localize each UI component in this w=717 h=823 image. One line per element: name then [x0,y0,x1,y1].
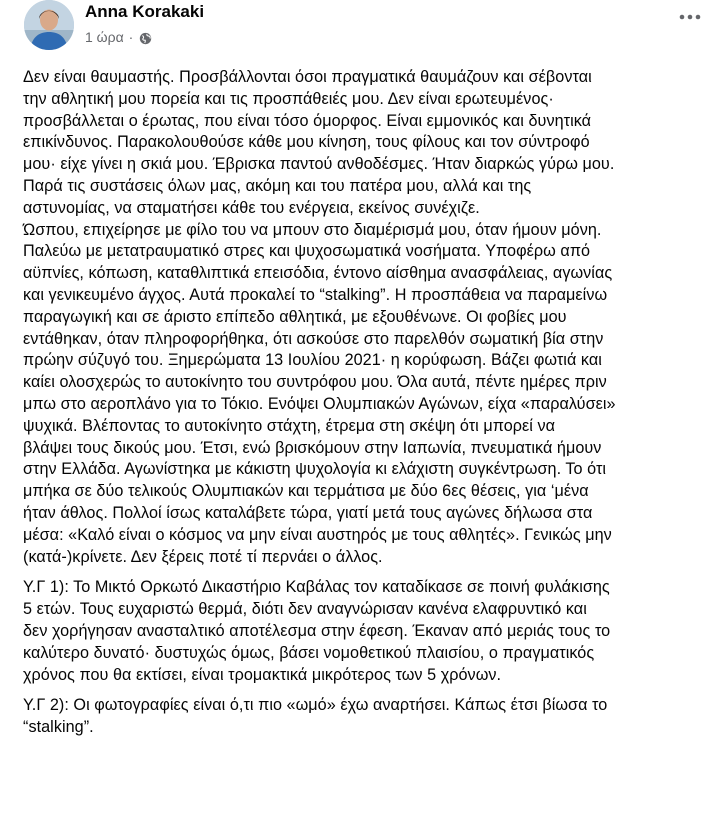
paragraph-gap [23,568,717,577]
text-line: στην Ελλάδα. Αγωνίστηκα με κάκιστη ψυχολογία κι ελάχιστη συγκέντρωση. Το ότι [23,460,607,479]
paragraph-gap [23,686,717,695]
text-line: αϋπνίες, κόπωση, καταθλιπτικά επεισόδια, έντονο αίσθημα ανασφάλειας, αγωνίας [23,264,613,283]
text-line: Ώσπου, επιχείρησε με φίλο του να μπουν στο διαμέρισμά μου, όταν ήμουν μόνη. [23,220,602,239]
text-line: βλάψει τους δικούς μου. Έτσι, ενώ βρισκόμουν στην Ιαπωνία, πνευματικά ήμουν [23,438,602,457]
post-paragraph [23,67,717,568]
post-timestamp[interactable]: 1 ώρα [85,29,124,45]
text-line: επικίνδυνος. Παρακολουθούσε κάθε μου κίνηση, τους φίλους και τον σύντροφό [23,133,590,152]
text-line: 5 ετών. Τους ευχαριστώ θερμά, διότι δεν αναγνώρισαν κανένα ελαφρυντικό και [23,600,587,619]
text-line: εντάθηκαν, όταν πληροφορήθηκα, ότι ασκούσε στο παρελθόν σωματική βία στην [23,329,604,348]
text-line: πρώην σύζυγό του. Ξημερώματα 13 Ιουλίου 2021· η κορύφωση. Βάζει φωτιά και [23,351,602,370]
post-paragraph [23,577,717,686]
post-body [23,67,717,739]
text-line: και γενικευμένο άγχος. Αυτά προκαλεί το “stalking”. Η προσπάθεια να παραμείνω [23,285,608,304]
text-line: μπήκα σε δύο τελικούς Ολυμπιακών και τερμάτισα με δύο 6ες θέσεις, για ‘μένα [23,482,589,501]
avatar[interactable] [24,0,74,50]
text-line: ψυχικά. Βλέποντας το αυτοκίνητο στάχτη, έτρεμα στη σκέψη ότι μπορεί να [23,416,556,435]
text-line: δεν χορήγησαν ανασταλτικό αποτέλεσμα στην έφεση. Έκαναν από μεριάς τους το [23,621,611,640]
post-paragraph [23,695,717,739]
text-line: χρόνος που θα εκτίσει, είναι τρομακτικά μικρότερος των 5 χρόνων. [23,665,502,684]
meta-separator: · [128,29,134,45]
text-line: Υ.Γ 2): Οι φωτογραφίες είναι ό,τι πιο «ωμό» έχω αναρτήσει. Κάπως έτσι βίωσα το [23,696,608,715]
text-line: προσβάλλεται ο έρωτας, που είναι τόσο όμορφος. Είναι εμμονικός και δυνητικά [23,111,592,130]
text-line: καίει ολοσχερώς το αυτοκίνητο του συντρόφου μου. Όλα αυτά, πέντε ημέρες πριν [23,373,607,392]
text-line: μπω στο αεροπλάνο για το Τόκιο. Ενόψει Ολυμπιακών Αγώνων, είχα «παραλύσει» [23,394,616,413]
post-header [24,0,714,52]
author-name[interactable]: Anna Korakaki [85,2,205,21]
text-line: (κατά-)κρίνετε. Δεν ξέρεις ποτέ τί περνάει ο άλλος. [23,547,383,566]
text-line: παραγωγική και σε άριστο επίπεδο αθλητικά, με εξουθένωνε. Οι φοβίες μου [23,307,567,326]
text-line: Δεν είναι θαυμαστής. Προσβάλλονται όσοι πραγματικά θαυμάζουν και σέβονται [23,68,592,86]
more-options-button[interactable] [676,6,704,28]
text-line: Παλεύω με μετατραυματικό στρες και ψυχοσωματικά νοσήματα. Υποφέρω από [23,242,591,261]
text-line: ήταν άθλος. Πολλοί ίσως καταλάβετε τώρα, γιατί μετά τους αγώνες δήλωσα στα [23,503,593,522]
text-line: μου· είχε γίνει η σκιά μου. Έβρισκα παντού ανθοδέσμες. Ήταν διαρκώς γύρω μου. [23,155,615,174]
globe-icon[interactable] [139,31,152,44]
text-line: αστυνομίας, να σταματήσει κάθε του ενέργεια, εκείνος συνέχιζε. [23,198,480,217]
text-line: Παρά τις συστάσεις όλων μας, ακόμη και του πατέρα μου, αλλά και της [23,176,532,195]
more-options-icon [679,14,701,20]
text-line: την αθλητική μου πορεία και τις προσπάθειές μου. Δεν είναι ερωτευμένος· [23,89,554,108]
text-line: “stalking”. [23,718,94,737]
text-line: μέσα: «Καλό είναι ο κόσμος να μην είναι αυστηρός με τους αθλητές». Γενικώς μην [23,525,612,544]
text-line: καλύτερο δυνατό· δυστυχώς όμως, βάσει νομοθετικού πλαισίου, ο πραγματικός [23,643,595,662]
post-meta [85,28,152,46]
profile-photo-icon [24,0,74,50]
text-line: Υ.Γ 1): Το Μικτό Ορκωτό Δικαστήριο Καβάλας τον καταδίκασε σε ποινή φυλάκισης [23,578,610,597]
